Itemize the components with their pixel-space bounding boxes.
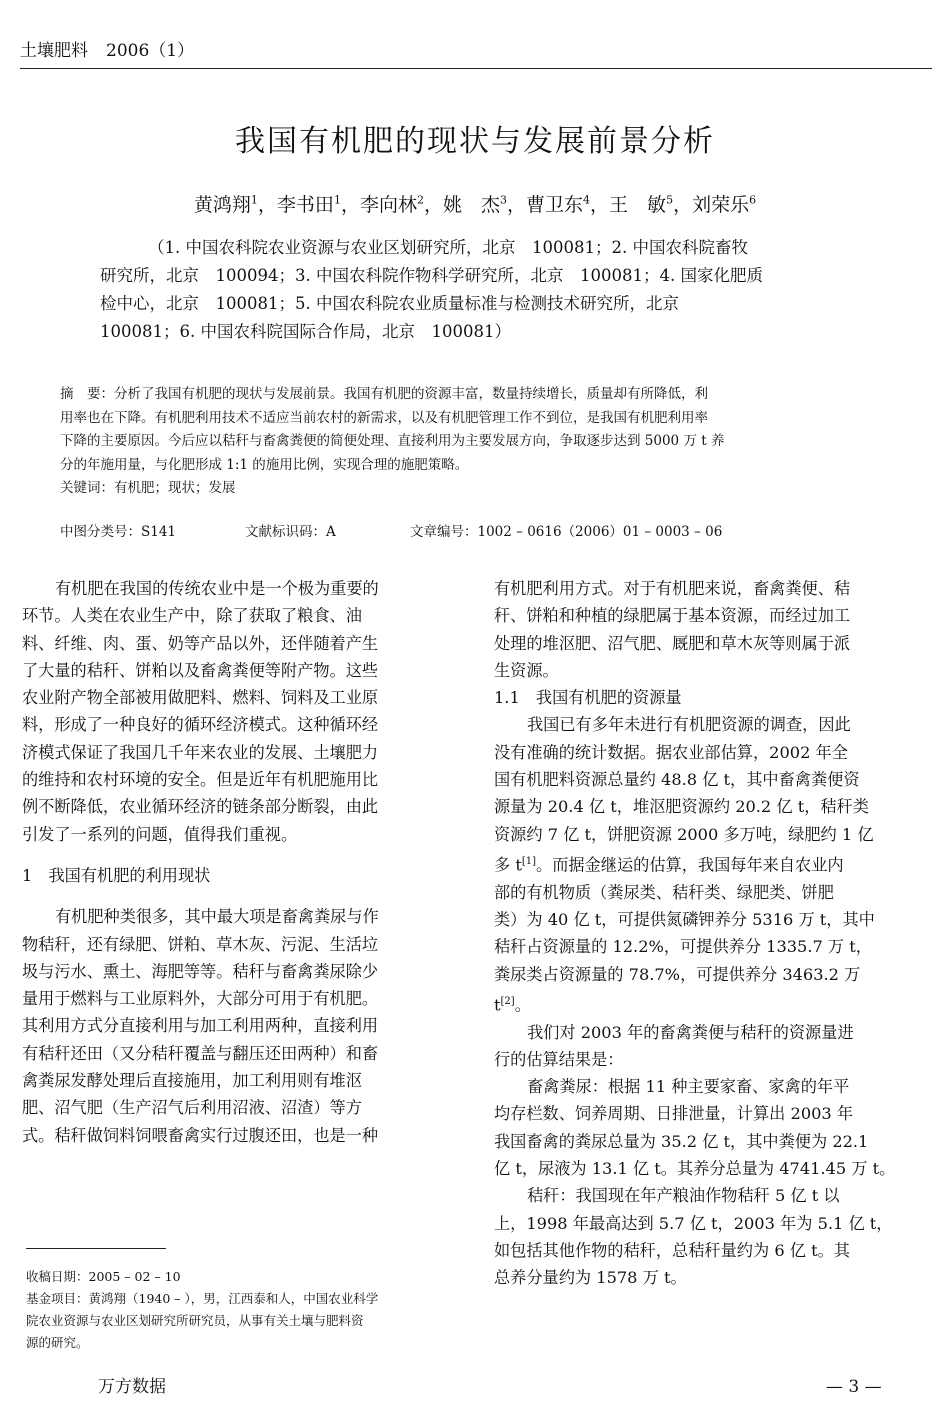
abstract-line: 分的年施用量，与化肥形成 1:1 的施用比例，实现合理的施肥策略。 bbox=[60, 456, 469, 473]
line-text: 有秸秆还田（又分秸秆覆盖与翻压还田两种）和畜 bbox=[22, 1043, 379, 1063]
body-line bbox=[22, 739, 462, 766]
line-text: 国有机肥料资源总量约 48.8 亿 t，其中畜禽粪便资 bbox=[494, 770, 860, 790]
line-text: 上，1998 年最高达到 5.7 亿 t，2003 年为 5.1 亿 t， bbox=[494, 1213, 893, 1233]
footnote-line: 源的研究。 bbox=[26, 1335, 89, 1350]
abstract bbox=[60, 383, 900, 501]
line-text: 类）为 40 亿 t，可提供氮磷钾养分 5316 万 t，其中 bbox=[494, 909, 875, 929]
left-column bbox=[22, 575, 462, 1149]
header-rule bbox=[20, 68, 932, 69]
body-line bbox=[22, 862, 462, 889]
line-text: 了大量的秸秆、饼粕以及畜禽粪便等附产物。这些 bbox=[22, 660, 379, 680]
body-line bbox=[494, 1100, 934, 1127]
footnote-line: 院农业资源与农业区划研究所研究员，从事有关土壤与肥料资 bbox=[26, 1313, 364, 1328]
paragraph-gap bbox=[22, 889, 462, 903]
line-text: 料，形成了一种良好的循环经济模式。这种循环经 bbox=[22, 715, 379, 735]
classification-line bbox=[60, 520, 722, 540]
abstract-line: 用率也在下降。有机肥利用技术不适应当前农村的新需求，以及有机肥管理工作不到位，是我国有机肥利用率 bbox=[60, 409, 708, 426]
footnote-line: 基金项目：黄鸿翔（1940 – ），男，江西泰和人，中国农业科学 bbox=[26, 1291, 379, 1306]
journal-issue: 2006（1） bbox=[106, 41, 195, 61]
body-line bbox=[22, 684, 462, 711]
body-line bbox=[494, 766, 934, 793]
body-line bbox=[22, 931, 462, 958]
body-line bbox=[22, 766, 462, 793]
author-affiliation-mark: 2 bbox=[416, 193, 424, 207]
line-text: 秆、饼粕和种植的绿肥属于基本资源，而经过加工 bbox=[494, 606, 851, 626]
line-text: 行的估算结果是： bbox=[494, 1049, 624, 1069]
line-text: 多 t bbox=[494, 855, 522, 875]
line-text: 肥、沼气肥（生产沼气后利用沼液、沼渣）等方 bbox=[22, 1098, 362, 1118]
author-affiliation-mark: 4 bbox=[583, 193, 591, 207]
line-text: 我们对 2003 年的畜禽粪便与秸秆的资源量进 bbox=[527, 1022, 854, 1042]
line-text: 料、纤维、肉、蛋、奶等产品以外，还伴随着产生 bbox=[22, 633, 379, 653]
line-text: t bbox=[494, 995, 501, 1015]
line-text: 处理的堆沤肥、沼气肥、厩肥和草木灰等则属于派 bbox=[494, 633, 851, 653]
body-line bbox=[494, 793, 934, 820]
affiliation-line: 100081；6. 中国农科院国际合作局，北京 100081） bbox=[100, 322, 511, 341]
body-line bbox=[22, 958, 462, 985]
body-line bbox=[494, 1073, 934, 1100]
author-affiliation-mark: 1 bbox=[333, 193, 341, 207]
line-text: 没有准确的统计数据。据农业部估算，2002 年全 bbox=[494, 742, 848, 762]
author: 曹卫东 bbox=[526, 194, 584, 216]
body-line bbox=[494, 1019, 934, 1046]
body-line bbox=[22, 1094, 462, 1121]
citation-ref: [1] bbox=[521, 855, 537, 867]
body-line bbox=[494, 879, 934, 906]
page-number: — 3 — bbox=[826, 1377, 882, 1397]
line-text: 有机肥种类很多，其中最大项是畜禽粪尿与作 bbox=[55, 907, 379, 927]
paragraph-gap bbox=[22, 848, 462, 862]
article-number: 文章编号：1002 – 0616（2006）01 – 0003 – 06 bbox=[410, 524, 723, 540]
body-line bbox=[494, 1128, 934, 1155]
body-line bbox=[22, 1067, 462, 1094]
line-text: 我国已有多年未进行有机肥资源的调查，因此 bbox=[527, 715, 851, 735]
body-line bbox=[22, 1040, 462, 1067]
citation-ref: [2] bbox=[500, 995, 515, 1007]
body-line bbox=[494, 1237, 934, 1264]
author: 刘荣乐 bbox=[692, 194, 750, 216]
line-text: 式。秸秆做饲料饲喂畜禽实行过腹还田，也是一种 bbox=[22, 1125, 379, 1145]
journal-name: 土壤肥料 bbox=[20, 41, 88, 61]
author: 王 敏 bbox=[609, 194, 667, 216]
body-line bbox=[22, 711, 462, 738]
line-text: 畜禽粪尿：根据 11 种主要家畜、家禽的年平 bbox=[527, 1077, 850, 1097]
abstract-line: 摘 要：分析了我国有机肥的现状与发展前景。我国有机肥的资源丰富，数量持续增长，质量却有所降低，利 bbox=[60, 386, 708, 402]
line-text: 1.1 我国有机肥的资源量 bbox=[494, 688, 682, 708]
body-line bbox=[494, 821, 934, 848]
affiliation-line: （1. 中国农科院农业资源与农业区划研究所，北京 100081；2. 中国农科院畜牧 bbox=[148, 238, 748, 257]
body-line bbox=[22, 1122, 462, 1149]
line-text: 农业附产物全部被用做肥料、燃料、饲料及工业原 bbox=[22, 688, 379, 708]
line-text: 亿 t，尿液为 13.1 亿 t。其养分总量为 4741.45 万 t。 bbox=[494, 1159, 896, 1179]
body-line bbox=[22, 1012, 462, 1039]
body-line bbox=[22, 985, 462, 1012]
line-text: 生资源。 bbox=[494, 660, 559, 680]
body-line bbox=[494, 1046, 934, 1073]
author-affiliation-mark: 1 bbox=[250, 193, 258, 207]
body-line bbox=[494, 988, 934, 1019]
clc-number: 中图分类号：S141 bbox=[60, 524, 177, 540]
line-text: 源量为 20.4 亿 t，堆沤肥资源约 20.2 亿 t，秸秆类 bbox=[494, 797, 869, 817]
author-list: 黄鸿翔$^1$，李书田$^1$，李向林$^2$，姚 杰$^3$，曹卫东$^4$，王 敏$^5$，刘荣乐$^6$ bbox=[193, 193, 757, 216]
author: 李向林 bbox=[359, 194, 417, 216]
body-line bbox=[22, 602, 462, 629]
body-line bbox=[494, 1155, 934, 1182]
line-text: 有机肥在我国的传统农业中是一个极为重要的 bbox=[55, 579, 379, 598]
body-line bbox=[494, 657, 934, 684]
line-text: 的维持和农村环境的安全。但是近年有机肥施用比 bbox=[22, 770, 379, 790]
body-line bbox=[494, 575, 934, 602]
author: 黄鸿翔 bbox=[193, 194, 251, 216]
affiliation-line: 研究所，北京 100094；3. 中国农科院作物科学研究所，北京 100081；4. 国家化肥质 bbox=[100, 266, 763, 285]
footnotes bbox=[26, 1266, 378, 1354]
running-header bbox=[20, 36, 194, 61]
body-line bbox=[494, 602, 934, 629]
body-line bbox=[494, 630, 934, 657]
right-column bbox=[494, 575, 934, 1292]
line-text: 如包括其他作物的秸秆，总秸秆量约为 6 亿 t。其 bbox=[494, 1240, 850, 1260]
body-line bbox=[494, 1264, 934, 1291]
body-line bbox=[494, 1210, 934, 1237]
line-text: 有机肥利用方式。对于有机肥来说，畜禽粪便、秸 bbox=[494, 579, 851, 598]
line-text: 资源约 7 亿 t，饼肥资源 2000 多万吨，绿肥约 1 亿 bbox=[494, 824, 874, 844]
line-text: 禽粪尿发酵处理后直接施用，加工利用则有堆沤 bbox=[22, 1071, 362, 1091]
affiliations bbox=[100, 234, 880, 346]
author-affiliation-mark: 5 bbox=[666, 193, 674, 207]
abstract-line: 下降的主要原因。今后应以秸秆与畜禽粪便的简便处理、直接利用为主要发展方向，争取逐步达到 5000 万 t 养 bbox=[60, 433, 725, 449]
line-text: 我国畜禽的粪尿总量为 35.2 亿 t，其中粪便为 22.1 bbox=[494, 1131, 869, 1151]
body-line bbox=[22, 903, 462, 930]
line-text: 引发了一系列的问题，值得我们重视。 bbox=[22, 824, 298, 844]
footnote-rule bbox=[26, 1248, 166, 1249]
document-code: 文献标识码：A bbox=[245, 524, 336, 540]
body-line bbox=[494, 933, 934, 960]
author: 李书田 bbox=[276, 194, 334, 216]
line-text: 。 bbox=[514, 995, 531, 1015]
watermark-text: 万方数据 bbox=[98, 1377, 166, 1397]
keywords: 关键词：有机肥；现状；发展 bbox=[60, 480, 236, 496]
line-text: 环节。人类在农业生产中，除了获取了粮食、油 bbox=[22, 606, 362, 626]
author: 姚 杰 bbox=[442, 194, 500, 216]
line-text: 秸秆：我国现在年产粮油作物秸秆 5 亿 t 以 bbox=[527, 1186, 840, 1206]
body-line bbox=[22, 575, 462, 602]
body-line bbox=[494, 684, 934, 711]
line-text: 例不断降低，农业循环经济的链条部分断裂，由此 bbox=[22, 797, 379, 817]
line-text: 其利用方式分直接利用与加工利用两种，直接利用 bbox=[22, 1016, 379, 1036]
line-text: 。而据金继运的估算，我国每年来自农业内 bbox=[536, 855, 844, 875]
body-line bbox=[494, 1182, 934, 1209]
line-text: 物秸秆，还有绿肥、饼粕、草木灰、污泥、生活垃 bbox=[22, 934, 379, 954]
line-text: 秸秆占资源量的 12.2%，可提供养分 1335.7 万 t， bbox=[494, 937, 872, 957]
footnote-line: 收稿日期：2005 – 02 – 10 bbox=[26, 1269, 181, 1284]
body-line bbox=[22, 821, 462, 848]
line-text: 均存栏数、饲养周期、日排泄量，计算出 2003 年 bbox=[494, 1104, 854, 1124]
line-text: 济模式保证了我国几千年来农业的发展、土壤肥力 bbox=[22, 742, 379, 762]
line-text: 总养分量约为 1578 万 t。 bbox=[494, 1268, 687, 1288]
line-text: 1 我国有机肥的利用现状 bbox=[22, 865, 211, 885]
line-text: 粪尿类占资源量的 78.7%，可提供养分 3463.2 万 bbox=[494, 964, 861, 984]
line-text: 部的有机物质（粪尿类、秸秆类、绿肥类、饼肥 bbox=[494, 882, 834, 902]
author-affiliation-mark: 3 bbox=[500, 193, 507, 207]
body-line bbox=[494, 739, 934, 766]
body-line bbox=[494, 961, 934, 988]
body-line bbox=[22, 793, 462, 820]
affiliation-line: 检中心，北京 100081；5. 中国农科院农业质量标准与检测技术研究所，北京 bbox=[100, 294, 679, 313]
body-line bbox=[494, 906, 934, 933]
line-text: 圾与污水、熏土、海肥等等。秸秆与畜禽粪尿除少 bbox=[22, 961, 379, 981]
body-line bbox=[494, 848, 934, 879]
author-affiliation-mark: 6 bbox=[749, 193, 757, 207]
body-line bbox=[22, 630, 462, 657]
body-line bbox=[494, 711, 934, 738]
paper-title: 我国有机肥的现状与发展前景分析 bbox=[235, 124, 715, 159]
body-line bbox=[22, 657, 462, 684]
line-text: 量用于燃料与工业原料外，大部分可用于有机肥。 bbox=[22, 989, 379, 1009]
